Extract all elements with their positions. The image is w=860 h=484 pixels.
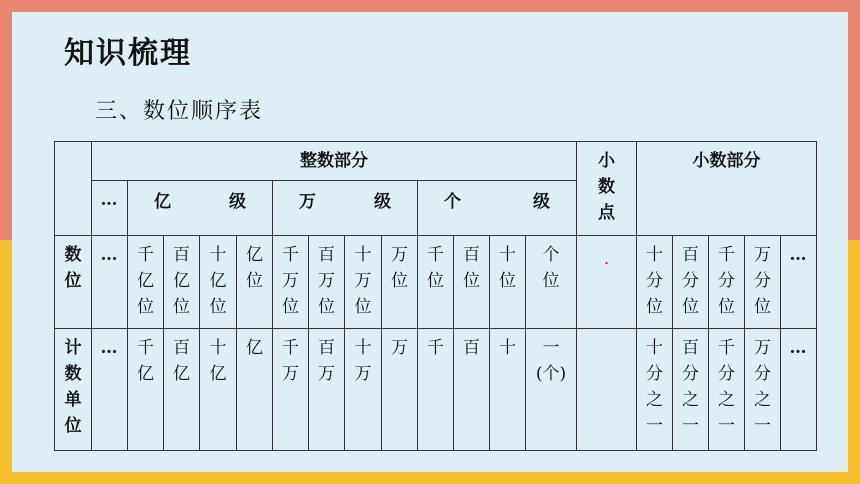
place-row [55,236,817,329]
grade-ge: 个 级 [418,181,577,236]
unit-cell: 百 [454,329,490,451]
table-header-row [55,142,817,181]
place-row-label: 数位 [55,236,92,329]
place-cell: 百位 [454,236,490,329]
decimal-place-cell: 十分位 [637,236,673,329]
decimal-point-header: 小数点 [577,142,637,236]
unit-cell: 万 [382,329,418,451]
place-ellipsis-left: … [92,236,128,329]
decimal-unit-cell: 千分之一 [709,329,745,451]
place-value-table [54,141,817,451]
unit-point-cell [577,329,637,451]
unit-ellipsis-right: … [781,329,817,451]
unit-row [55,329,817,451]
decimal-part-header: 小数部分 [637,142,817,236]
decimal-place-cell: 万分位 [745,236,781,329]
unit-cell: 千万 [273,329,309,451]
grade-ellipsis-cell: … [92,181,128,236]
place-cell: 万位 [382,236,418,329]
unit-cell: 十 [490,329,526,451]
place-ellipsis-right: … [781,236,817,329]
place-cell: 十亿位 [200,236,237,329]
decimal-point-cell: . [577,236,637,329]
place-cell: 十位 [490,236,526,329]
page-title: 知识梳理 [64,36,192,71]
section-subtitle: 三、数位顺序表 [95,99,264,124]
place-cell: 十万位 [345,236,382,329]
place-cell: 千亿位 [128,236,164,329]
decimal-unit-cell: 百分之一 [673,329,709,451]
place-cell: 亿位 [237,236,273,329]
place-cell: 千万位 [273,236,309,329]
unit-ellipsis-left: … [92,329,128,451]
corner-cell [55,142,92,236]
decimal-place-cell: 百分位 [673,236,709,329]
unit-cell: 百万 [309,329,345,451]
unit-row-label: 计数单位 [55,329,92,451]
unit-cell: 亿 [237,329,273,451]
grade-yi: 亿 级 [128,181,273,236]
unit-cell: 千 [418,329,454,451]
decimal-unit-cell: 万分之一 [745,329,781,451]
unit-cell: 十亿 [200,329,237,451]
unit-cell: 千亿 [128,329,164,451]
unit-cell: 百亿 [164,329,200,451]
unit-cell: 十万 [345,329,382,451]
grade-wan: 万 级 [273,181,418,236]
place-cell: 百万位 [309,236,345,329]
place-cell: 千位 [418,236,454,329]
integer-part-header: 整数部分 [92,142,577,181]
decimal-place-cell: 千分位 [709,236,745,329]
place-cell: 百亿位 [164,236,200,329]
unit-cell-one: 一(个) [526,329,577,451]
decimal-unit-cell: 十分之一 [637,329,673,451]
place-cell: 个位 [526,236,577,329]
